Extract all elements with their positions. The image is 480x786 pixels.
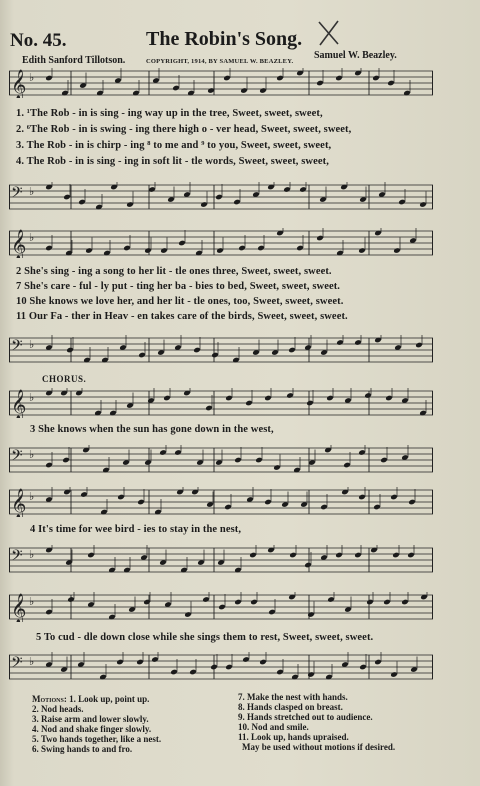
handwritten-x-mark — [314, 18, 344, 48]
motion-item: 7. Make the nest with hands. — [238, 692, 348, 702]
chorus-line-1: 3 She knows when the sun has gone down in the west, — [30, 424, 274, 435]
svg-text:𝄞: 𝄞 — [11, 594, 27, 622]
svg-text:♭: ♭ — [29, 655, 35, 668]
svg-text:♭: ♭ — [29, 448, 35, 461]
verse-4-line-2: 11 Our Fa - ther in Heav - en takes care of the birds, Sweet, sweet, sweet. — [16, 311, 348, 322]
motion-item: 6. Swing hands to and fro. — [32, 744, 133, 754]
svg-text:♭: ♭ — [29, 71, 35, 84]
copyright-notice: COPYRIGHT, 1914, BY SAMUEL W. BEAZLEY. — [146, 58, 294, 65]
motion-item: 8. Hands clasped on breast. — [238, 702, 343, 712]
staff-bass-5 — [9, 652, 433, 682]
motion-item: 2. Nod heads. — [32, 704, 84, 714]
chorus-label: CHORUS. — [42, 374, 87, 384]
motion-item: 4. Nod and shake finger slowly. — [32, 724, 152, 734]
staff-treble-2 — [9, 228, 433, 258]
chorus-line-2: 4 It's time for wee bird - ies to stay in the nest, — [30, 524, 242, 535]
staff-bass-2 — [9, 335, 433, 365]
hymn-number: No. 45. — [10, 30, 67, 51]
verse-2-line-2: 7 She's care - ful - ly put - ting her ba - bies to bed, Sweet, sweet, sweet. — [16, 281, 341, 292]
composer: Samuel W. Beazley. — [314, 50, 397, 61]
svg-text:♭: ♭ — [29, 595, 35, 608]
svg-text:♭: ♭ — [29, 185, 35, 198]
svg-text:♭: ♭ — [29, 391, 35, 404]
staff-treble-4 — [9, 487, 433, 517]
svg-text:𝄢: 𝄢 — [11, 547, 23, 568]
svg-text:𝄢: 𝄢 — [11, 337, 23, 358]
chorus-line-3: 5 To cud - dle down close while she sings them to rest, Sweet, sweet, sweet. — [36, 632, 374, 643]
verse-4-line: 4. The Rob - in is sing - ing in soft lit - tle words, Sweet, sweet, sweet, — [16, 156, 329, 167]
svg-text:♭: ♭ — [29, 338, 35, 351]
motion-item: 3. Raise arm and lower slowly. — [32, 714, 149, 724]
motion-item: 9. Hands stretched out to audience. — [238, 712, 373, 722]
verse-3-line-2: 10 She knows we love her, and her lit - tle ones, too, Sweet, sweet, sweet. — [16, 296, 344, 307]
svg-text:𝄞: 𝄞 — [11, 489, 27, 517]
staff-treble-3 — [9, 388, 433, 418]
svg-text:𝄢: 𝄢 — [11, 447, 23, 468]
verse-2-line: 2. ⁶The Rob - in is swing - ing there high o - ver head, Sweet, sweet, sweet, — [16, 124, 352, 135]
svg-text:♭: ♭ — [29, 231, 35, 244]
verse-1-line: 1. ¹The Rob - in is sing - ing way up in the tree, Sweet, sweet, sweet, — [16, 108, 323, 119]
motions-right — [238, 692, 395, 752]
motion-item: 1. Look up, point up. — [69, 694, 150, 704]
motions-left — [32, 694, 161, 754]
svg-text:𝄢: 𝄢 — [11, 184, 23, 205]
hymn-title: The Robin's Song. — [146, 28, 303, 50]
verse-1-line-2: 2 She's sing - ing a song to her lit - tle ones three, Sweet, sweet, sweet. — [16, 266, 332, 277]
motion-item: 5. Two hands together, like a nest. — [32, 734, 162, 744]
motion-item: 11. Look up, hands upraised. — [238, 732, 349, 742]
svg-text:𝄞: 𝄞 — [11, 230, 27, 258]
staff-treble-1 — [9, 68, 433, 98]
staff-bass-1 — [9, 182, 433, 212]
svg-text:𝄞: 𝄞 — [11, 390, 27, 418]
svg-text:♭: ♭ — [29, 548, 35, 561]
svg-text:𝄢: 𝄢 — [11, 654, 23, 675]
svg-text:♭: ♭ — [29, 490, 35, 503]
staff-bass-4 — [9, 545, 433, 575]
staff-bass-3 — [9, 445, 433, 475]
motion-item: May be used without motions if desired. — [242, 742, 396, 752]
svg-text:𝄞: 𝄞 — [11, 70, 27, 98]
motion-item: 10. Nod and smile. — [238, 722, 309, 732]
motions-label: Motions: — [32, 694, 67, 704]
verse-3-line: 3. The Rob - in is chirp - ing ⁸ to me and ⁹ to you, Sweet, sweet, sweet, — [16, 140, 332, 151]
lyricist: Edith Sanford Tillotson. — [22, 55, 126, 66]
staff-treble-5 — [9, 592, 433, 622]
